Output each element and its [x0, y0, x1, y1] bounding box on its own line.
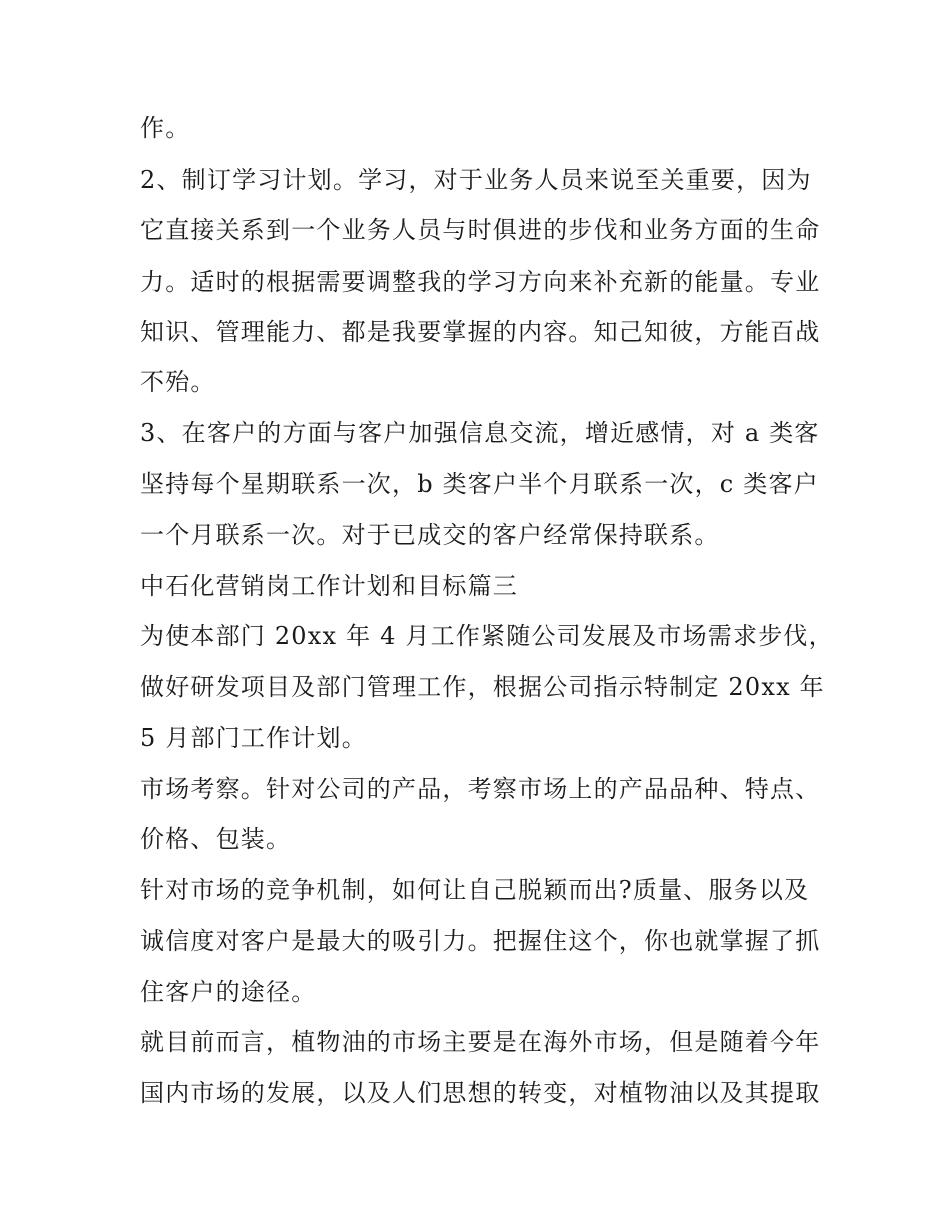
- text-line: 价格、包装。: [140, 825, 292, 853]
- text-line: 国内市场的发展，以及人们思想的转变，对植物油以及其提取: [140, 1079, 821, 1107]
- text-line: 知识、管理能力、都是我要掌握的内容。知己知彼，方能百战: [140, 318, 821, 346]
- text-line: 诚信度对客户是最大的吸引力。把握住这个，你也就掌握了抓: [140, 927, 821, 955]
- text-line: 做好研发项目及部门管理工作，根据公司指示特制定 20xx 年: [140, 673, 825, 701]
- text-line: 住客户的途径。: [140, 978, 317, 1006]
- text-line: 就目前而言，植物油的市场主要是在海外市场，但是随着今年: [140, 1028, 821, 1056]
- text-line: 一个月联系一次。对于已成交的客户经常保持联系。: [140, 521, 720, 549]
- text-line: 作。: [140, 114, 191, 142]
- text-line: 5 月部门工作计划。: [140, 724, 367, 752]
- text-line: 力。适时的根据需要调整我的学习方向来补充新的能量。专业: [140, 268, 821, 296]
- text-line: 坚持每个星期联系一次，b 类客户半个月联系一次，c 类客户: [140, 470, 819, 498]
- text-line: 它直接关系到一个业务人员与时俱进的步伐和业务方面的生命: [140, 216, 821, 244]
- text-line: 3、在客户的方面与客户加强信息交流，增近感情，对 a 类客: [140, 419, 820, 447]
- text-line: 2、制订学习计划。学习，对于业务人员来说至关重要，因为: [140, 166, 812, 194]
- section-heading: 中石化营销岗工作计划和目标篇三: [140, 572, 518, 600]
- text-line: 不殆。: [140, 368, 216, 396]
- text-line: 针对市场的竞争机制，如何让自己脱颖而出?质量、服务以及: [140, 876, 810, 904]
- text-line: 市场考察。针对公司的产品，考察市场上的产品品种、特点、: [140, 775, 821, 803]
- text-line: 为使本部门 20xx 年 4 月工作紧随公司发展及市场需求步伐，: [140, 622, 834, 650]
